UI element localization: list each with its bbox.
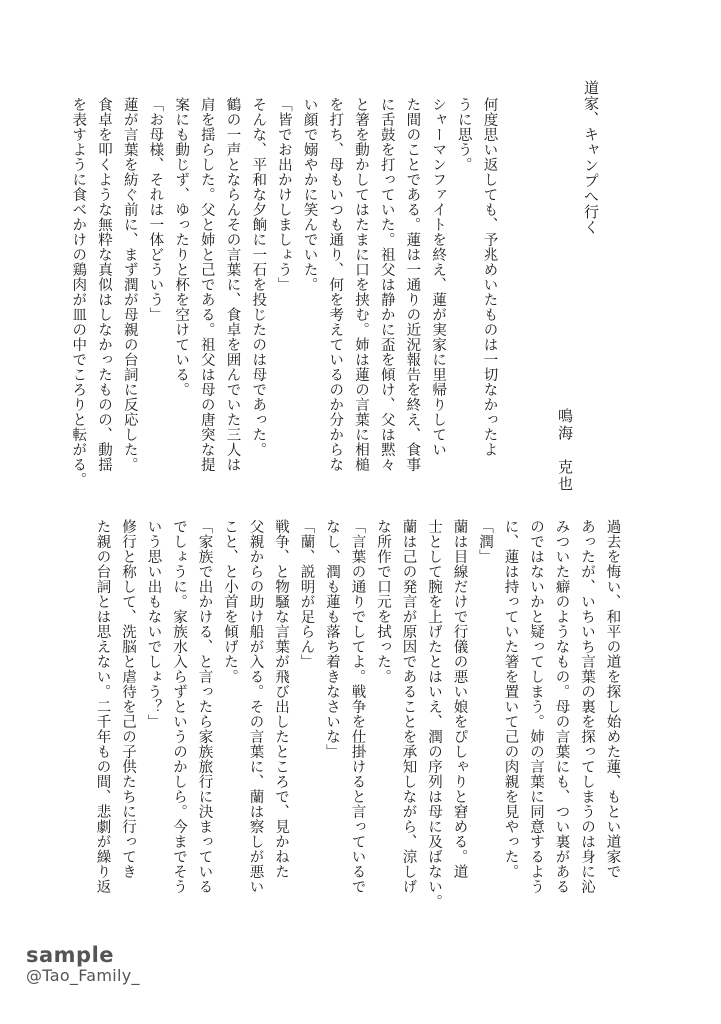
text-line: を表すように食べかけの鶏肉が皿の中でころりと転がる。 bbox=[70, 97, 87, 487]
text-line: 案にも動じず、ゆったりと杯を空けている。 bbox=[173, 97, 190, 397]
text-line: 蘭は己の発言が原因であることを承知しながら、涼しげ bbox=[400, 519, 417, 894]
text-line: 父親からの助け船が入る。その言葉に、蘭は察しが悪い bbox=[247, 519, 264, 894]
text-line: 鶴の一声とならんその言葉に、食卓を囲んでいた三人は bbox=[224, 97, 241, 472]
text-line: シャーマンファイトを終え、蓮が実家に里帰りしてい bbox=[430, 97, 447, 457]
text-line: 「家族で出かける、と言ったら家族旅行に決まっている bbox=[196, 519, 213, 894]
text-line: 何度思い返しても、予兆めいたものは一切なかったよ bbox=[481, 97, 498, 457]
text-line: 蘭は目線だけで行儀の悪い娘をぴしゃりと窘める。道 bbox=[451, 519, 468, 879]
text-line: でしょうに。家族水入らずというのかしら。今までそう bbox=[171, 519, 187, 894]
text-line: うに思う。 bbox=[455, 97, 472, 172]
text-line: 士として腕を上げたとはいえ、潤の序列は母に及ばない。 bbox=[426, 519, 442, 909]
sample-watermark bbox=[26, 944, 140, 986]
text-line: 「蘭、説明が足らん」 bbox=[298, 519, 315, 669]
text-line: こと、と小首を傾げた。 bbox=[222, 519, 238, 684]
text-line: のではないかと疑ってしまう。姉の言葉に同意するよう bbox=[528, 519, 544, 894]
text-line: い顔で嫋やかに笑んでいた。 bbox=[301, 97, 318, 292]
text-line: みついた癖のようなもの。母の言葉にも、つい裏がある bbox=[553, 519, 570, 894]
text-line: そんな、平和な夕餉に一石を投じたのは母であった。 bbox=[250, 97, 267, 457]
text-line: に舌鼓を打っていた。祖父は静かに盃を傾け、父は黙々 bbox=[378, 97, 395, 472]
text-line: 「潤」 bbox=[477, 519, 493, 564]
author-name: 鳴海 克也 bbox=[556, 408, 574, 493]
text-line: 「皆でお出かけしましょう」 bbox=[275, 97, 292, 292]
watermark-handle: @Tao_Family_ bbox=[26, 966, 140, 985]
story-title: 道家、キャンプへ行く bbox=[582, 80, 600, 235]
text-line: 「言葉の通りでしてよ。戦争を仕掛けると言っているで bbox=[349, 519, 366, 894]
text-line: 食卓を叩くような無粋な真似はしなかったものの、動揺 bbox=[96, 97, 112, 472]
text-line: なし、潤も蓮も落ち着きなさいな」 bbox=[324, 519, 340, 759]
text-line: な所作で口元を拭った。 bbox=[375, 519, 391, 684]
text-line: た間のことである。蓮は一通りの近況報告を終え、食事 bbox=[404, 97, 421, 472]
watermark-sample-text: sample bbox=[26, 943, 115, 967]
text-line: た親の台詞とは思えない。二千年もの間、悲劇が繰り返 bbox=[94, 519, 111, 894]
text-line: と箸を動かしてはたまに口を挟む。姉は蓮の言葉に相槌 bbox=[353, 97, 369, 472]
text-line: に、蓮は持っていた箸を置いて己の肉親を見やった。 bbox=[502, 519, 519, 879]
text-line: 蓮が言葉を紡ぐ前に、まず潤が母親の台詞に反応した。 bbox=[121, 97, 138, 472]
text-line: いう思い出もないでしょう？」 bbox=[145, 519, 162, 729]
text-line: 肩を揺らした。父と姉と己である。祖父は母の唐突な提 bbox=[198, 97, 215, 472]
text-line: 過去を悔い、和平の道を探し始めた蓮、もとい道家で bbox=[604, 519, 621, 879]
text-line: 「お母様、それは一体どういう」 bbox=[147, 97, 164, 322]
text-line: 戦争、と物騒な言葉が飛び出したところで、見かねた bbox=[273, 519, 289, 879]
text-line: あったが、いちいち言葉の裏を探ってしまうのは身に沁 bbox=[579, 519, 595, 894]
text-line: 修行と称して、洗脳と虐待を己の子供たちに行ってき bbox=[120, 519, 136, 879]
text-line: を打ち、母もいつも通り、何を考えているのか分からな bbox=[327, 97, 344, 472]
